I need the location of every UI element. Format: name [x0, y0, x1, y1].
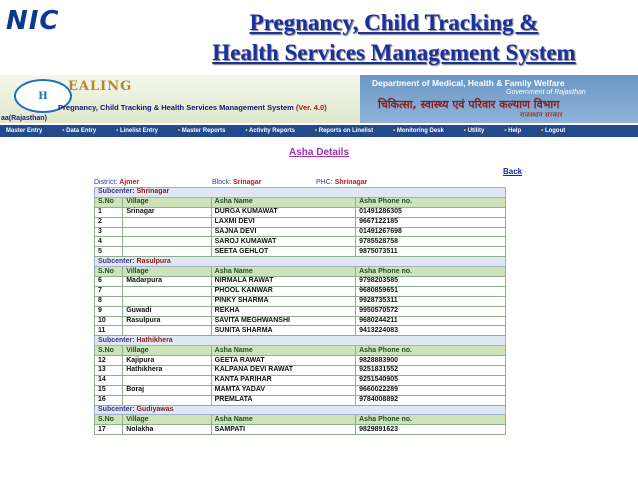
table-cell: 4 — [95, 237, 123, 247]
table-cell: 01491267698 — [356, 227, 506, 237]
table-cell: Madarpura — [123, 277, 211, 287]
table-cell — [123, 286, 211, 296]
menu-activity-reports[interactable]: • Activity Reports — [245, 128, 295, 134]
column-header: Asha Phone no. — [356, 267, 506, 277]
table-cell: SAMPATI — [211, 425, 355, 435]
table-cell: 5 — [95, 247, 123, 257]
menu-linelist-entry[interactable]: • Linelist Entry — [116, 128, 158, 134]
table-cell: 6 — [95, 277, 123, 287]
table-header-row — [95, 197, 506, 207]
table-cell: SAJNA DEVI — [211, 227, 355, 237]
subcenter-label: Subcenter: — [98, 336, 135, 344]
table-cell: LAXMI DEVI — [211, 217, 355, 227]
column-header: Asha Name — [211, 415, 355, 425]
phc-filter — [316, 179, 367, 186]
table-row — [95, 385, 506, 395]
table-cell: NIRMALA RAWAT — [211, 277, 355, 287]
table-cell: 14 — [95, 375, 123, 385]
healing-brand: EALING — [68, 79, 133, 94]
slide-title — [150, 8, 638, 68]
back-link[interactable]: Back — [503, 167, 523, 176]
government-name-hindi: राजस्थान सरकार — [520, 111, 563, 119]
system-name-text: Pregnancy, Child Tracking & Health Services Management System — [58, 103, 294, 112]
app-banner — [0, 75, 638, 123]
subcenter-label: Subcenter: — [98, 406, 135, 414]
column-header: Asha Name — [211, 346, 355, 356]
table-cell: 9680244211 — [356, 316, 506, 326]
subcenter-row — [95, 405, 506, 415]
table-cell — [123, 375, 211, 385]
table-cell: 9251831552 — [356, 366, 506, 376]
table-cell: 1 — [95, 207, 123, 217]
table-cell: 10 — [95, 316, 123, 326]
table-cell: Nolakha — [123, 425, 211, 435]
nic-logo: NIC — [6, 6, 60, 36]
table-cell: Kajipura — [123, 356, 211, 366]
menu-help[interactable]: • Help — [504, 128, 521, 134]
menu-master-reports[interactable]: • Master Reports — [178, 128, 225, 134]
table-row — [95, 356, 506, 366]
table-row — [95, 227, 506, 237]
page-heading-text: Asha Details — [288, 147, 350, 158]
table-cell: SAVITA MEGHWANSHI — [211, 316, 355, 326]
table-cell: SEETA GEHLOT — [211, 247, 355, 257]
subcenter-name: Hathikhera — [136, 336, 173, 344]
table-cell: 16 — [95, 395, 123, 405]
table-header-row — [95, 346, 506, 356]
table-cell — [123, 227, 211, 237]
column-header: Asha Phone no. — [356, 346, 506, 356]
table-cell: 9875073511 — [356, 247, 506, 257]
column-header: Village — [123, 415, 211, 425]
table-cell: 9829891623 — [356, 425, 506, 435]
table-row — [95, 395, 506, 405]
district-filter — [94, 179, 139, 186]
table-header-row — [95, 415, 506, 425]
table-cell: SAROJ KUMAWAT — [211, 237, 355, 247]
column-header: Asha Name — [211, 197, 355, 207]
slide-title-line-1: Pregnancy, Child Tracking & — [249, 10, 539, 35]
column-header: Village — [123, 346, 211, 356]
block-filter — [212, 179, 261, 186]
table-cell: PREMLATA — [211, 395, 355, 405]
subcenter-row — [95, 257, 506, 267]
table-row — [95, 425, 506, 435]
column-header: S.No — [95, 346, 123, 356]
table-row — [95, 375, 506, 385]
table-cell: Guwadi — [123, 306, 211, 316]
column-header: S.No — [95, 415, 123, 425]
table-cell: REKHA — [211, 306, 355, 316]
subcenter-name: Rasulpura — [136, 257, 171, 265]
table-cell: 9784008892 — [356, 395, 506, 405]
table-cell: 9785528758 — [356, 237, 506, 247]
page-heading — [0, 147, 638, 158]
department-name: Department of Medical, Health & Family Welfare — [372, 78, 565, 88]
column-header: Asha Phone no. — [356, 415, 506, 425]
subcenter-row — [95, 336, 506, 346]
table-cell: 9667122185 — [356, 217, 506, 227]
table-row — [95, 217, 506, 227]
column-header: Asha Name — [211, 267, 355, 277]
table-cell: 9413224083 — [356, 326, 506, 336]
table-cell: 9798203585 — [356, 277, 506, 287]
subcenter-cell — [95, 188, 506, 198]
table-cell: 8 — [95, 296, 123, 306]
table-row — [95, 296, 506, 306]
menu-monitoring-desk[interactable]: • Monitoring Desk — [393, 128, 444, 134]
table-row — [95, 237, 506, 247]
table-row — [95, 286, 506, 296]
table-row — [95, 366, 506, 376]
subcenter-label: Subcenter: — [98, 188, 135, 196]
table-row — [95, 207, 506, 217]
table-cell: 9828883900 — [356, 356, 506, 366]
table-cell: 9680859651 — [356, 286, 506, 296]
table-cell: KANTA PARIHAR — [211, 375, 355, 385]
table-cell: Boraj — [123, 385, 211, 395]
block-value: Srinagar — [233, 179, 262, 186]
column-header: Asha Phone no. — [356, 197, 506, 207]
table-cell — [123, 237, 211, 247]
subcenter-cell — [95, 336, 506, 346]
block-label: Block: — [212, 179, 232, 186]
table-cell: 9660022289 — [356, 385, 506, 395]
menu-logout[interactable]: • Logout — [541, 128, 565, 134]
system-name — [58, 103, 327, 112]
department-name-hindi: चिकित्सा, स्वास्थ्य एवं परिवार कल्याण विभाग — [378, 98, 560, 111]
phc-value: Shrinagar — [334, 179, 368, 186]
government-name: Government of Rajasthan — [506, 89, 586, 96]
table-cell: 11 — [95, 326, 123, 336]
phc-label: PHC: — [316, 179, 333, 186]
table-cell — [123, 395, 211, 405]
state-label: aa(Rajasthan) — [1, 115, 47, 122]
subcenter-name: Shrinagar — [136, 188, 170, 196]
healing-logo-letter: H — [38, 90, 48, 102]
table-cell — [123, 217, 211, 227]
table-row — [95, 326, 506, 336]
table-cell — [123, 326, 211, 336]
subcenter-name: Gudiyawas — [136, 406, 174, 414]
app-screenshot — [0, 75, 638, 479]
menu-data-entry[interactable]: • Data Entry — [62, 128, 96, 134]
district-value: Ajmer — [119, 179, 140, 186]
table-cell: GEETA RAWAT — [211, 356, 355, 366]
table-cell: SUNITA SHARMA — [211, 326, 355, 336]
table-cell: PINKY SHARMA — [211, 296, 355, 306]
table-row — [95, 306, 506, 316]
main-menu — [0, 125, 638, 137]
table-cell: 7 — [95, 286, 123, 296]
menu-master-entry[interactable]: Master Entry — [6, 128, 43, 134]
menu-utility[interactable]: • Utility — [464, 128, 484, 134]
table-cell: 9 — [95, 306, 123, 316]
table-cell: DURGA KUMAWAT — [211, 207, 355, 217]
table-cell: Hathikhera — [123, 366, 211, 376]
column-header: Village — [123, 267, 211, 277]
table-cell: MAMTA YADAV — [211, 385, 355, 395]
column-header: S.No — [95, 267, 123, 277]
slide-title-line-2: Health Services Management System — [212, 40, 576, 65]
table-row — [95, 277, 506, 287]
column-header: Village — [123, 197, 211, 207]
table-cell: 01491286305 — [356, 207, 506, 217]
table-cell: 13 — [95, 366, 123, 376]
table-cell: 12 — [95, 356, 123, 366]
table-cell — [123, 247, 211, 257]
table-row — [95, 316, 506, 326]
table-cell: Rasulpura — [123, 316, 211, 326]
table-header-row — [95, 267, 506, 277]
table-cell: 17 — [95, 425, 123, 435]
subcenter-row — [95, 188, 506, 198]
table-cell: PHOOL KANWAR — [211, 286, 355, 296]
table-cell: Srinagar — [123, 207, 211, 217]
subcenter-cell — [95, 257, 506, 267]
table-row — [95, 247, 506, 257]
menu-reports-on-linelist[interactable]: • Reports on Linelist — [315, 128, 373, 134]
asha-table — [94, 187, 506, 435]
district-label: District: — [94, 179, 118, 186]
table-cell: 3 — [95, 227, 123, 237]
table-cell: KALPANA DEVI RAWAT — [211, 366, 355, 376]
table-cell: 2 — [95, 217, 123, 227]
subcenter-cell — [95, 405, 506, 415]
table-cell: 9251540905 — [356, 375, 506, 385]
table-cell: 15 — [95, 385, 123, 395]
table-cell: 9928735311 — [356, 296, 506, 306]
column-header: S.No — [95, 197, 123, 207]
table-cell — [123, 296, 211, 306]
table-cell: 9950570572 — [356, 306, 506, 316]
subcenter-label: Subcenter: — [98, 257, 135, 265]
system-version: (Ver. 4.0) — [295, 103, 327, 112]
